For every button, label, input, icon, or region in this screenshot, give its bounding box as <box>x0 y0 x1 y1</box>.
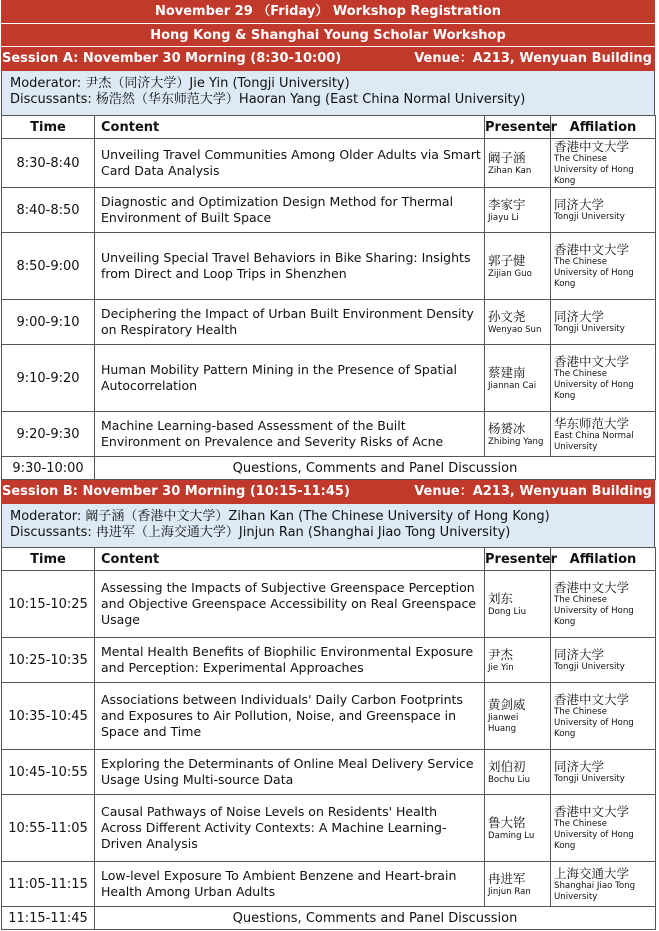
table-row <box>2 862 656 907</box>
time-cell: 10:35-10:45 <box>2 683 95 750</box>
time-header: Time <box>2 548 95 571</box>
content-cell: Exploring the Determinants of Online Meal Delivery Service Usage Using Multi-source Data <box>95 750 485 795</box>
presenter-name-zh: 刘伯初 <box>488 758 526 774</box>
affiliation-cell <box>551 795 656 862</box>
session-b-table <box>1 547 656 930</box>
table-row <box>2 571 656 638</box>
presenter-cell <box>485 139 551 188</box>
affiliation-en: The Chinese University of Hong Kong <box>554 369 634 401</box>
session-a-table <box>1 115 656 480</box>
table-row <box>2 233 656 300</box>
workshop-schedule <box>1 0 655 930</box>
affiliation-cell <box>551 233 656 300</box>
affiliation-cell <box>551 683 656 750</box>
affiliation-en: Tongji University <box>554 212 625 222</box>
session-a-discussants: Discussants: 杨浩然（华东师范大学）Haoran Yang (East China Normal University) <box>10 92 526 107</box>
presenter-cell <box>485 345 551 412</box>
content-cell: Machine Learning-based Assessment of the Built Environment on Prevalence and Severity Risks of Acne <box>95 412 485 457</box>
affiliation-zh: 同济大学 <box>554 309 605 324</box>
time-header: Time <box>2 116 95 139</box>
content-cell: Mental Health Benefits of Biophilic Environmental Exposure and Perception: Experimental Approaches <box>95 638 485 683</box>
affiliation-cell <box>551 750 656 795</box>
presenter-cell <box>485 571 551 638</box>
affiliation-en: Tongji University <box>554 774 625 784</box>
presenter-name-en: Zihan Kan <box>488 165 532 176</box>
affiliation-zh: 香港中文大学 <box>554 139 630 154</box>
session-b-moderator: Moderator: 阚子涵（香港中文大学）Zihan Kan (The Chinese University of Hong Kong) <box>10 509 550 524</box>
affiliation-en: The Chinese University of Hong Kong <box>554 154 634 186</box>
time-cell: 10:25-10:35 <box>2 638 95 683</box>
affiliation-cell <box>551 571 656 638</box>
presenter-name-zh: 阚子涵 <box>488 149 526 165</box>
session-a-moderators <box>1 71 655 115</box>
content-cell: Unveiling Special Travel Behaviors in Bike Sharing: Insights from Direct and Loop Trips in Shenzhen <box>95 233 485 300</box>
presenter-name-en: Dong Liu <box>488 606 527 617</box>
content-header: Content <box>95 116 485 139</box>
time-cell: 9:00-9:10 <box>2 300 95 345</box>
time-cell: 8:40-8:50 <box>2 188 95 233</box>
content-cell: Human Mobility Pattern Mining in the Presence of Spatial Autocorrelation <box>95 345 485 412</box>
table-row <box>2 683 656 750</box>
affiliation-en: The Chinese University of Hong Kong <box>554 257 634 289</box>
presenter-cell <box>485 412 551 457</box>
affiliation-en: The Chinese University of Hong Kong <box>554 819 634 851</box>
table-row-discussion <box>2 907 656 930</box>
affiliation-cell <box>551 139 656 188</box>
table-row <box>2 300 656 345</box>
session-b-venue: Venue：A213, Wenyuan Building <box>414 484 652 499</box>
content-cell: Associations between Individuals' Daily Carbon Footprints and Exposures to Air Pollution, Noise, and Greenspace in Space and Time <box>95 683 485 750</box>
session-a-header <box>1 47 655 71</box>
presenter-cell <box>485 188 551 233</box>
table-row <box>2 750 656 795</box>
content-cell: Diagnostic and Optimization Design Method for Thermal Environment of Built Space <box>95 188 485 233</box>
content-cell: Unveiling Travel Communities Among Older Adults via Smart Card Data Analysis <box>95 139 485 188</box>
presenter-name-zh: 郭子健 <box>488 252 526 268</box>
presenter-name-zh: 李家宇 <box>488 196 526 212</box>
affiliation-zh: 香港中文大学 <box>554 354 630 369</box>
time-cell: 8:30-8:40 <box>2 139 95 188</box>
presenter-name-zh: 孙文尧 <box>488 308 526 324</box>
presenter-name-zh: 尹杰 <box>488 646 514 662</box>
time-cell: 9:30-10:00 <box>2 457 95 480</box>
time-cell: 8:50-9:00 <box>2 233 95 300</box>
time-cell: 10:15-10:25 <box>2 571 95 638</box>
presenter-cell <box>485 795 551 862</box>
presenter-name-zh: 刘东 <box>488 590 514 606</box>
presenter-name-en: Zhibing Yang <box>488 436 544 447</box>
presenter-name-en: Jinjun Ran <box>488 886 531 897</box>
affiliation-zh: 香港中文大学 <box>554 804 630 819</box>
presenter-name-en: Jiayu Li <box>488 212 519 223</box>
session-a-moderator: Moderator: 尹杰（同济大学）Jie Yin (Tongji University) <box>10 76 350 91</box>
affiliation-cell <box>551 638 656 683</box>
time-cell: 11:15-11:45 <box>2 907 95 930</box>
presenter-cell <box>485 638 551 683</box>
presenter-cell <box>485 683 551 750</box>
session-b-header <box>1 480 655 504</box>
time-cell: 10:55-11:05 <box>2 795 95 862</box>
presenter-name-en: Zijian Guo <box>488 268 532 279</box>
time-cell: 9:10-9:20 <box>2 345 95 412</box>
presenter-name-zh: 冉进军 <box>488 870 526 886</box>
workshop-title: Hong Kong & Shanghai Young Scholar Workshop <box>1 24 655 47</box>
affiliation-zh: 香港中文大学 <box>554 692 630 707</box>
table-row-discussion <box>2 457 656 480</box>
presenter-name-en: Daming Lu <box>488 830 535 841</box>
affiliation-en: Tongji University <box>554 324 625 334</box>
content-header: Content <box>95 548 485 571</box>
affiliation-cell <box>551 300 656 345</box>
presenter-name-en: Jianwei Huang <box>488 713 519 734</box>
table-row <box>2 188 656 233</box>
discussion-cell: Questions, Comments and Panel Discussion <box>95 457 656 480</box>
table-header-row <box>2 116 656 139</box>
registration-banner: November 29 （Friday） Workshop Registration <box>1 0 655 24</box>
time-cell: 10:45-10:55 <box>2 750 95 795</box>
presenter-name-zh: 蔡建南 <box>488 364 526 380</box>
presenter-name-zh: 鲁大铭 <box>488 814 526 830</box>
content-cell: Low-level Exposure To Ambient Benzene and Heart-brain Health Among Urban Adults <box>95 862 485 907</box>
content-cell: Assessing the Impacts of Subjective Greenspace Perception and Objective Greenspace Accessibility on Real Greenspace Usage <box>95 571 485 638</box>
affiliation-zh: 香港中文大学 <box>554 242 630 257</box>
affiliation-zh: 香港中文大学 <box>554 580 630 595</box>
affiliation-header: Affilation <box>551 116 656 139</box>
presenter-name-en: Wenyao Sun <box>488 324 542 335</box>
session-b-discussants: Discussants: 冉进军（上海交通大学）Jinjun Ran (Shanghai Jiao Tong University) <box>10 525 511 540</box>
affiliation-en: The Chinese University of Hong Kong <box>554 707 634 739</box>
time-cell: 11:05-11:15 <box>2 862 95 907</box>
session-a-venue: Venue：A213, Wenyuan Building <box>414 51 652 66</box>
affiliation-en: Shanghai Jiao Tong University <box>554 880 636 902</box>
presenter-name-en: Bochu Liu <box>488 774 531 785</box>
affiliation-cell <box>551 345 656 412</box>
presenter-cell <box>485 750 551 795</box>
presenter-cell <box>485 862 551 907</box>
presenter-name-en: Jie Yin <box>488 662 514 673</box>
affiliation-zh: 同济大学 <box>554 197 605 212</box>
presenter-name-zh: 黄剑威 <box>488 697 526 712</box>
table-header-row <box>2 548 656 571</box>
discussion-cell: Questions, Comments and Panel Discussion <box>95 907 656 930</box>
table-row <box>2 139 656 188</box>
affiliation-header: Affilation <box>551 548 656 571</box>
affiliation-zh: 同济大学 <box>554 759 605 774</box>
time-cell: 9:20-9:30 <box>2 412 95 457</box>
affiliation-zh: 上海交通大学 <box>554 865 630 881</box>
affiliation-cell <box>551 412 656 457</box>
affiliation-zh: 同济大学 <box>554 647 605 662</box>
affiliation-cell <box>551 188 656 233</box>
session-b-moderators <box>1 504 655 547</box>
table-row <box>2 412 656 457</box>
presenter-header: Presenter <box>485 548 551 571</box>
affiliation-en: Tongji University <box>554 662 625 672</box>
presenter-name-en: Jiannan Cai <box>488 380 537 391</box>
presenter-cell <box>485 233 551 300</box>
content-cell: Deciphering the Impact of Urban Built Environment Density on Respiratory Health <box>95 300 485 345</box>
table-row <box>2 638 656 683</box>
session-a-title: Session A: November 30 Morning (8:30-10:00) <box>2 51 342 66</box>
affiliation-cell <box>551 862 656 907</box>
affiliation-zh: 华东师范大学 <box>554 415 630 431</box>
table-row <box>2 345 656 412</box>
affiliation-en: The Chinese University of Hong Kong <box>554 595 634 627</box>
presenter-header: Presenter <box>485 116 551 139</box>
content-cell: Causal Pathways of Noise Levels on Residents' Health Across Different Activity Contexts: A Machine Learning-Driven Analysis <box>95 795 485 862</box>
presenter-cell <box>485 300 551 345</box>
presenter-name-zh: 杨赟冰 <box>488 420 526 436</box>
session-b-title: Session B: November 30 Morning (10:15-11:45) <box>2 484 350 499</box>
affiliation-en: East China Normal University <box>554 430 634 452</box>
table-row <box>2 795 656 862</box>
